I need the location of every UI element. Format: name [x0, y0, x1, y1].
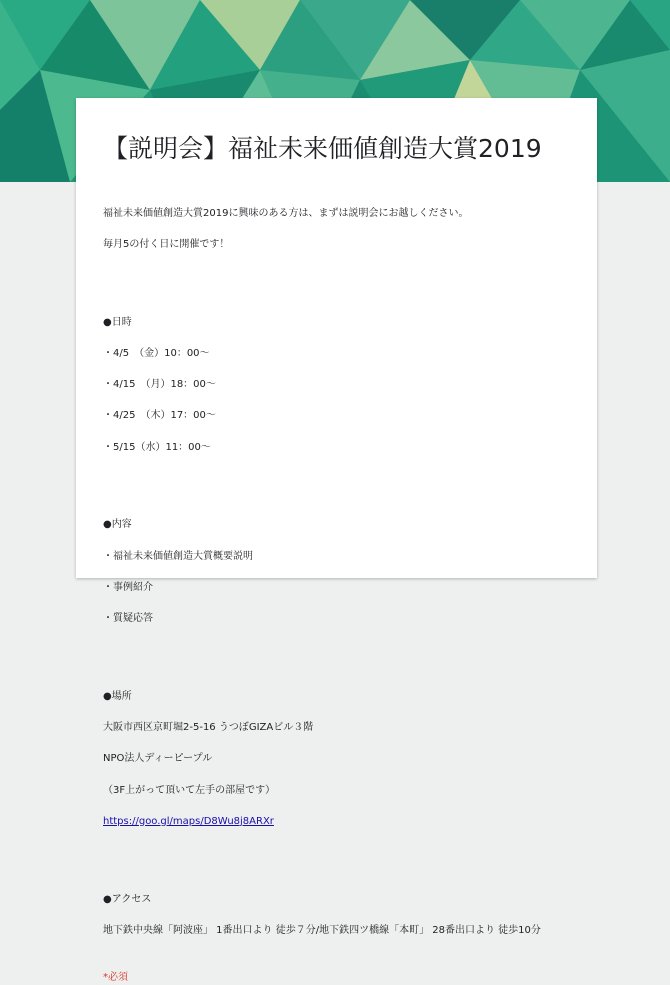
intro-line: 毎月5の付く日に開催です！ [103, 238, 230, 250]
venue-heading: ●場所 [103, 691, 132, 702]
schedule-item: ・5/15（水）11：00〜 [103, 441, 211, 453]
venue-org: NPO法人ディーピープル [103, 753, 213, 765]
schedule-item: ・4/5 （金）10：00〜 [103, 347, 210, 359]
form-description [103, 190, 573, 954]
form-header-card [76, 98, 597, 984]
venue-note: （3F上がって頂いて左手の部屋です） [103, 784, 276, 796]
intro-line: 福祉未来価値創造大賞2019に興味のある方は、まずは説明会にお越しください。 [103, 207, 469, 219]
contents-item: ・福祉未来価値創造大賞概要説明 [103, 550, 253, 562]
schedule-item: ・4/15 （月）18：00〜 [103, 379, 216, 391]
schedule-heading: ●日時 [103, 316, 132, 328]
contents-item: ・事例紹介 [103, 581, 153, 593]
access-text: 地下鉄中央線「阿波座」 1番出口より 徒歩７分/地下鉄四ツ橋線「本町」 28番出口より 徒歩10分 [103, 924, 541, 936]
required-label: *必須 [103, 972, 128, 984]
form-title: 【説明会】福祉未来価値創造大賞2019 [103, 134, 542, 163]
contents-heading: ●内容 [103, 519, 132, 531]
schedule-item: ・4/25 （木）17：00〜 [103, 410, 216, 422]
map-link[interactable]: https://goo.gl/maps/D8Wu8j8ARXr [103, 815, 274, 827]
venue-address: 大阪市西区京町堀2-5-16 うつぼGIZAビル３階 [103, 722, 314, 734]
contents-item: ・質疑応答 [103, 613, 153, 625]
access-heading: ●アクセス [103, 893, 152, 905]
